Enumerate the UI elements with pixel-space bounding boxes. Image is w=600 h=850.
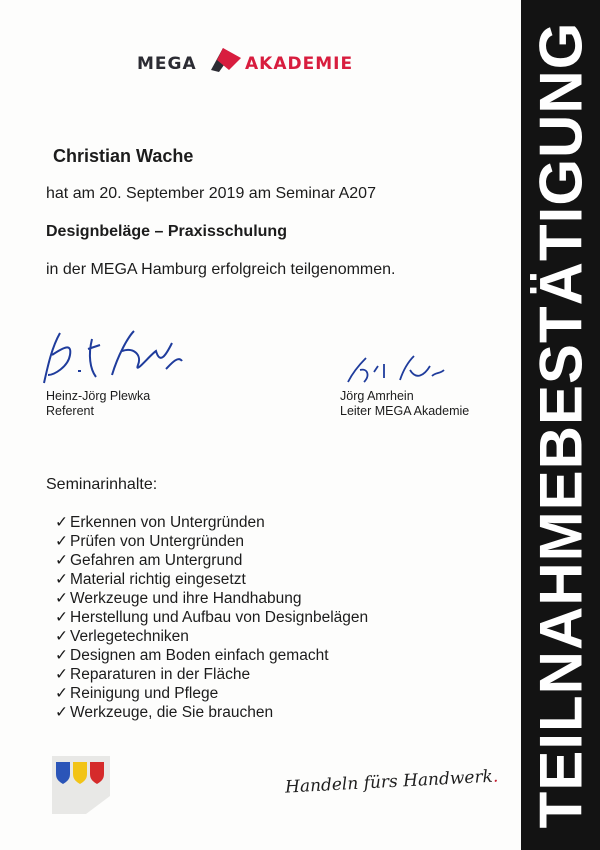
checkmark-icon: ✓: [55, 666, 68, 683]
list-item: ✓ Reinigung und Pflege: [55, 685, 219, 702]
list-item: ✓ Werkzeuge, die Sie brauchen: [55, 704, 274, 721]
checkmark-icon: ✓: [55, 514, 68, 531]
checkmark-icon: ✓: [55, 571, 68, 588]
signature-right: [340, 352, 450, 392]
checkmark-icon: ✓: [55, 685, 68, 702]
participant-name: Christian Wache: [53, 146, 194, 166]
list-item: ✓ Prüfen von Untergründen: [55, 533, 245, 550]
list-item: ✓ Herstellung und Aufbau von Designbelägen: [55, 609, 369, 626]
seminar-contents-list: [55, 513, 368, 722]
logo-diamond-icon: [209, 44, 243, 74]
checkmark-icon: ✓: [55, 628, 68, 645]
logo-mega-text: MEGA: [137, 54, 197, 74]
signer-right-name: Jörg Amrhein: [340, 389, 414, 403]
course-title: Designbeläge – Praxisschulung: [46, 223, 287, 240]
completion-line: in der MEGA Hamburg erfolgreich teilgenommen.: [46, 261, 396, 278]
list-item: ✓ Werkzeuge und ihre Handhabung: [55, 590, 302, 607]
seminar-contents-title: Seminarinhalte:: [46, 476, 158, 493]
list-item: ✓ Reparaturen in der Fläche: [55, 666, 251, 683]
checkmark-icon: ✓: [55, 533, 68, 550]
signer-left-role: Referent: [46, 404, 94, 418]
checkmark-icon: ✓: [55, 609, 68, 626]
list-item: ✓ Gefahren am Untergrund: [55, 552, 243, 569]
certificate-heading: TEILNAHMEBESTÄTIGUNG: [527, 21, 594, 829]
list-item: ✓ Designen am Boden einfach gemacht: [55, 647, 329, 664]
signer-right-role: Leiter MEGA Akademie: [340, 404, 470, 418]
signer-left: [46, 389, 150, 419]
attendance-date-line: hat am 20. September 2019 am Seminar A207: [46, 185, 376, 202]
signature-left: [38, 325, 188, 387]
checkmark-icon: ✓: [55, 552, 68, 569]
logo-akademie-text: AKADEMIE: [245, 54, 354, 74]
list-item: ✓ Material richtig eingesetzt: [55, 571, 246, 588]
checkmark-icon: ✓: [55, 590, 68, 607]
mega-akademie-logo: [137, 42, 387, 82]
list-item: ✓ Erkennen von Untergründen: [55, 514, 265, 531]
slogan: [285, 766, 499, 797]
list-item: ✓ Verlegetechniken: [55, 628, 189, 645]
sidebar-band: [521, 0, 600, 850]
slogan-text: Handeln fürs Handwerk: [284, 766, 494, 798]
shield-logo-icon: [52, 756, 110, 814]
signer-left-name: Heinz-Jörg Plewka: [46, 389, 151, 403]
checkmark-icon: ✓: [55, 647, 68, 664]
checkmark-icon: ✓: [55, 704, 68, 721]
slogan-dot: .: [492, 766, 499, 787]
signer-right: [340, 389, 469, 419]
